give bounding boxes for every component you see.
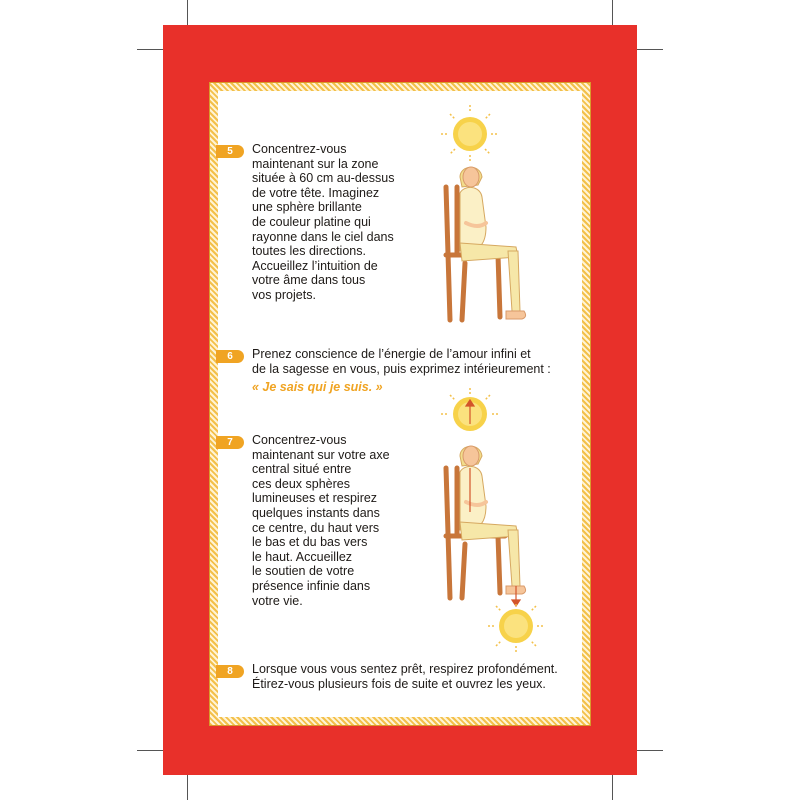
crop-mark (137, 49, 163, 50)
step-6-badge: 6 (216, 350, 244, 363)
step-7-text: Concentrez-vous maintenant sur votre axe central situé entre ces deux sphères lumineuses et respirez quelques instants dans ce centre, du haut vers le bas et du bas vers le haut. Accueillez le soutien de votre présence infinie dans votre vie. (252, 433, 390, 608)
crop-mark (612, 775, 613, 800)
sun-icon (441, 105, 499, 163)
sun-icon (488, 604, 544, 652)
step-5-badge: 5 (216, 145, 244, 158)
crop-mark (612, 0, 613, 25)
step-6-quote: « Je sais qui je suis. » (252, 380, 383, 394)
step-6-text: Prenez conscience de l’énergie de l’amour infini et de la sagesse en vous, puis exprimez intérieurement : (252, 347, 551, 376)
step-7-badge: 7 (216, 436, 244, 449)
step-8-badge: 8 (216, 665, 244, 678)
crop-mark (637, 49, 663, 50)
crop-mark (637, 750, 663, 751)
step-5-text: Concentrez-vous maintenant sur la zone située à 60 cm au-dessus de votre tête. Imaginez une sphère brillante de couleur platine qui rayonne dans le ciel dans toutes les directions. Accueillez l’intuition de votre âme dans tous vos projets. (252, 142, 395, 302)
step-8-text: Lorsque vous vous sentez prêt, respirez profondément. Étirez-vous plusieurs fois de suite et ouvrez les yeux. (252, 662, 558, 691)
crop-mark (137, 750, 163, 751)
crop-mark (187, 0, 188, 25)
seated-meditation-illustration-1 (420, 105, 550, 330)
seated-woman-figure (460, 167, 526, 319)
seated-meditation-illustration-2 (420, 388, 550, 653)
crop-mark (187, 775, 188, 800)
